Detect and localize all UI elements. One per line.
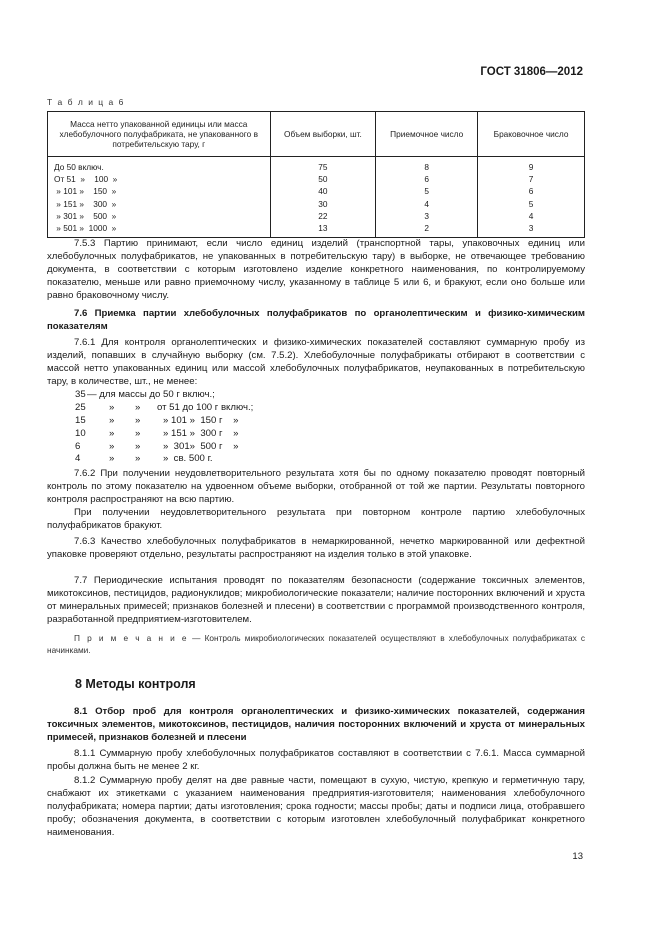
table-cell: 3: [528, 223, 534, 234]
sample-quantity-list: [75, 389, 254, 466]
heading-7-6: [47, 308, 585, 334]
list-range: от 51 до 100 г включ.;: [157, 401, 254, 413]
list-range: » 101 » 150 г »: [163, 414, 239, 426]
table-cell: 75: [318, 162, 328, 172]
list-ditto: »: [109, 453, 115, 465]
table-cell: 2: [424, 223, 430, 234]
paragraph-7-6-2: [47, 468, 585, 533]
paragraph-text: 7.6.2 При получении неудовлетворительного результата хотя бы по одному показателю проводят повторный контроль по этому показателю на удвоенном объеме выборки, отобранной от той же партии. Результаты повторного контроля распространяют на всю партию.: [47, 468, 585, 505]
paragraph-text: 7.6.1 Для контроля органолептических и физико-химических показателей составляют суммарную пробу из изделий, попавших в случайную выборку (см. 7.5.2). Хлебобулочные полуфабрикаты отбирают в соответствии с массой нетто упакованных единиц или массой хлебобулочных полуфабрикатов, неупакованных в потребительскую тару, в количестве, шт., не менее:: [47, 337, 585, 387]
page-number: 13: [572, 851, 583, 862]
paragraph-text: 7.6.3 Качество хлебобулочных полуфабрикатов в немаркированной, нечетко маркированной или дефектной упаковке проверяют отдельно, результаты распространяют на изделия только в этой упаковке.: [47, 536, 585, 560]
list-item: [75, 414, 239, 428]
table-header-row: [48, 112, 585, 157]
list-ditto: »: [135, 453, 141, 465]
table-cell: 5: [528, 198, 534, 209]
table-cell: » 101 » 150 »: [54, 186, 117, 197]
paragraph-7-6-3: [47, 536, 585, 562]
section-heading: 7.6 Приемка партии хлебобулочных полуфабрикатов по органолептическим и физико-химическим показателям: [47, 308, 585, 332]
list-ditto: »: [135, 401, 141, 413]
acceptance-number-column: [376, 157, 478, 238]
section-8-heading: 8 Методы контроля: [75, 677, 196, 691]
table-cell: 6: [424, 174, 430, 185]
list-text: — для массы до 50 г включ.;: [87, 389, 215, 400]
note-text: — Контроль микробиологических показателей осуществляют в хлебобулочных полуфабрикатах с начинками.: [47, 633, 585, 655]
list-qty: 15: [75, 414, 86, 426]
column-header-mass: Масса нетто упакованной единицы или масса хлебобулочного полуфабриката, не упакованного в потребительскую тару, г: [48, 112, 271, 157]
paragraph-8-1-2: [47, 775, 585, 840]
table-body-row: [48, 157, 585, 238]
table-cell: 22: [318, 210, 328, 221]
table-cell: 7: [528, 174, 534, 185]
list-qty: 6: [75, 440, 81, 452]
table-cell: 13: [318, 223, 328, 234]
mass-column: [48, 157, 271, 238]
table-cell: 3: [424, 210, 430, 221]
list-range: » св. 500 г.: [163, 453, 213, 465]
table-cell: До 50 включ.: [54, 162, 104, 172]
paragraph-7-5-3: [47, 238, 585, 303]
list-item: [75, 440, 239, 454]
paragraph-text: 8.1.1 Суммарную пробу хлебобулочных полуфабрикатов составляют в соответствии с 7.6.1. Масса суммарной пробы должна быть не менее 2 кг.: [47, 748, 585, 772]
note-label: П р и м е ч а н и е: [74, 633, 188, 643]
table-cell: От 51 » 100 »: [54, 174, 118, 185]
column-header-rejection-number: Браковочное число: [478, 112, 585, 157]
table-caption: Т а б л и ц а 6: [47, 97, 125, 107]
paragraph-text: 7.7 Периодические испытания проводят по показателям безопасности (содержание токсичных элементов, микотоксинов, пестицидов, радионуклидов; микробиологические показатели; наличие посторонних включений и хруста от минеральных примесей; признаков болезней и плесени) в соответствии с программой производственного контроля, разработанной предприятием-изготовителем.: [47, 575, 585, 625]
heading-8-1: [47, 706, 585, 745]
list-ditto: »: [135, 440, 141, 452]
paragraph-7-6-1: [47, 337, 585, 389]
sample-size-column: [270, 157, 376, 238]
table-cell: 4: [528, 210, 534, 221]
paragraph-text: 8.1.2 Суммарную пробу делят на две равные части, помещают в сухую, чистую, крепкую и герметичную тару, снабжают их этикетками с указанием наименования предприятия-изготовителя; наименования хлебобулочного полуфабриката; номера партии; даты изготовления; срока годности; массы пробы; даты и подписи лица, отобравшего пробу; обозначения документа, в соответствии с которым изготовлен хлебобулочный полуфабрикат конкретного наименования.: [47, 775, 585, 838]
paragraph-8-1-1: [47, 748, 585, 774]
table-cell: 30: [318, 198, 328, 209]
column-header-acceptance-number: Приемочное число: [376, 112, 478, 157]
list-qty: 10: [75, 427, 86, 439]
list-qty: 35: [75, 389, 86, 400]
list-item: [75, 453, 213, 466]
table-cell: 40: [318, 186, 328, 197]
list-item: [75, 401, 254, 415]
table-cell: » 501 » 1000 »: [54, 223, 117, 234]
paragraph-text: 7.5.3 Партию принимают, если число единиц изделий (транспортной тары, упаковочных единиц или хлебобулочных полуфабрикатов, не упакованных в потребительскую тару) в выборке, не отвечающее требованию документа, в соответствии с которым изготовлено изделие конкретного наименования, по контролируемому показателю, меньше или равно приемочному числу, указанному в таблице 5 или 6, и бракуют, если оно больше или равно браковочному числу.: [47, 238, 585, 301]
table-cell: 6: [528, 186, 534, 197]
table-cell: » 151 » 300 »: [54, 198, 117, 209]
standard-id: ГОСТ 31806—2012: [480, 66, 583, 78]
list-ditto: »: [135, 427, 141, 439]
table-cell: 8: [424, 162, 430, 172]
table-cell: 5: [424, 186, 430, 197]
table-cell: » 301 » 500 »: [54, 210, 117, 221]
list-range: » 301» 500 г »: [163, 440, 239, 452]
table-cell: 50: [318, 174, 328, 185]
table-cell: 9: [528, 162, 534, 172]
list-ditto: »: [109, 401, 115, 413]
list-range: » 151 » 300 г »: [163, 427, 239, 439]
list-ditto: »: [135, 414, 141, 426]
list-qty: 4: [75, 453, 81, 465]
table-6: [47, 111, 585, 238]
list-ditto: »: [109, 440, 115, 452]
list-item: [75, 427, 239, 441]
column-header-sample-size: Объем выборки, шт.: [270, 112, 376, 157]
list-ditto: »: [109, 427, 115, 439]
rejection-number-column: [478, 157, 585, 238]
list-qty: 25: [75, 401, 86, 413]
list-ditto: »: [109, 414, 115, 426]
paragraph-text: При получении неудовлетворительного результата при повторном контроле партию хлебобулочных полуфабрикатов бракуют.: [47, 506, 585, 531]
paragraph-7-7: [47, 575, 585, 627]
note: [47, 632, 585, 656]
list-item: [75, 389, 215, 402]
section-heading: 8.1 Отбор проб для контроля органолептических и физико-химических показателей, содержания токсичных элементов, микотоксинов, пестицидов, наличия посторонних включений и хруста от минеральных примесей, признаков болезней и плесени: [47, 706, 585, 743]
table-cell: 4: [424, 198, 430, 209]
